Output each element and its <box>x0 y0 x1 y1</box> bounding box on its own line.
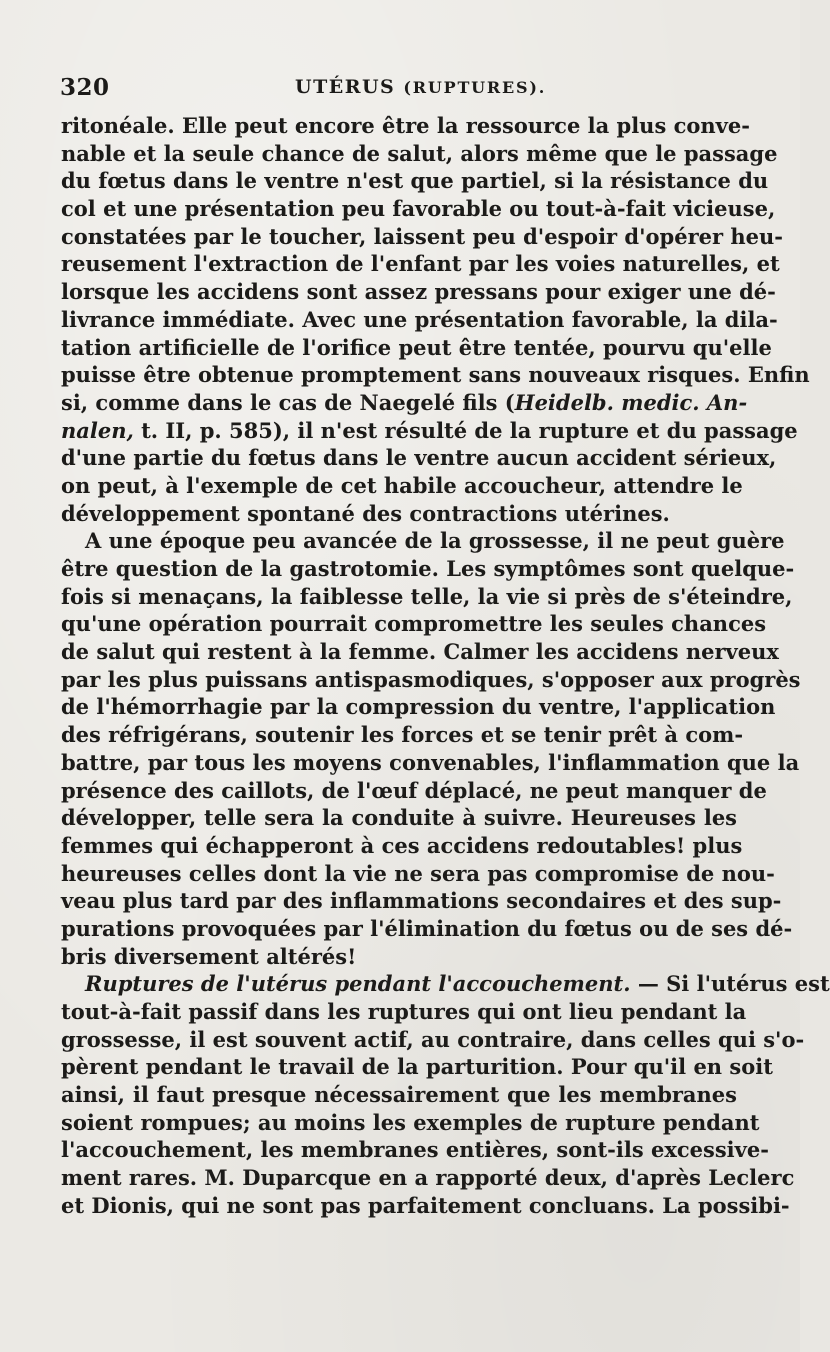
text-line: ritonéale. Elle peut encore être la ressource la plus conve- <box>61 113 750 138</box>
text-line: veau plus tard par des inflammations secondaires et des sup- <box>61 888 782 914</box>
section-heading-italic: Ruptures de l'utérus pendant l'accouchement. <box>85 971 631 997</box>
text-line: constatées par le toucher, laissent peu d'espoir d'opérer heu- <box>61 223 783 249</box>
text-line: qu'une opération pourrait compromettre les seules chances <box>61 611 767 637</box>
text-line-with-citation <box>61 389 748 417</box>
text-line: par les plus puissans antispasmodiques, s'opposer aux progrès <box>61 666 801 692</box>
running-title <box>295 76 546 98</box>
text-line: nable et la seule chance de salut, alors même que le passage <box>61 140 778 166</box>
text-line: et Dionis, qui ne sont pas parfaitement concluans. La possibi- <box>61 1192 790 1218</box>
text-line: présence des caillots, de l'œuf déplacé, ne peut manquer de <box>61 777 767 803</box>
text-line: développement spontané des contractions utérines. <box>61 500 670 526</box>
text-line: être question de la gastrotomie. Les symptômes sont quelque- <box>61 556 795 581</box>
text-fragment: si, comme dans le cas de Naegelé fils ( <box>61 389 515 415</box>
text-line: pèrent pendant le travail de la parturition. Pour qu'il en soit <box>61 1054 773 1080</box>
text-line: tation artificielle de l'orifice peut être tentée, pourvu qu'elle <box>61 334 772 360</box>
text-line: lorsque les accidens sont assez pressans pour exiger une dé- <box>61 279 776 305</box>
text-line: puisse être obtenue promptement sans nouveaux risques. Enfin <box>61 362 810 388</box>
text-line: battre, par tous les moyens convenables, l'inflammation que la <box>61 749 800 775</box>
text-line: col et une présentation peu favorable ou tout-à-fait vicieuse, <box>61 196 776 222</box>
text-line: des réfrigérans, soutenir les forces et se tenir prêt à com- <box>61 722 744 748</box>
running-header <box>60 74 740 108</box>
text-line: soient rompues; au moins les exemples de rupture pendant <box>61 1109 760 1135</box>
text-line: livrance immédiate. Avec une présentation favorable, la dila- <box>61 306 778 332</box>
text-line: tout-à-fait passif dans les ruptures qui ont lieu pendant la <box>61 999 747 1024</box>
text-line: de salut qui restent à la femme. Calmer les accidens nerveux <box>61 639 779 665</box>
text-line: de l'hémorrhagie par la compression du ventre, l'application <box>61 694 776 720</box>
text-fragment: t. II, p. 585), il n'est résulté de la rupture et du passage <box>133 417 798 443</box>
body-text <box>61 112 830 1220</box>
text-line: on peut, à l'exemple de cet habile accoucheur, attendre le <box>61 472 743 498</box>
running-title-main: UTÉRUS <box>295 76 396 98</box>
text-fragment: — Si l'utérus est <box>630 971 830 997</box>
text-line: bris diversement altérés! <box>61 943 357 969</box>
text-line: purations provoquées par l'élimination du fœtus ou de ses dé- <box>61 915 793 941</box>
text-line: fois si menaçans, la faiblesse telle, la vie si près de s'éteindre, <box>61 583 793 609</box>
page-number: 320 <box>60 74 110 101</box>
text-line: femmes qui échapperont à ces accidens redoutables! plus <box>61 832 743 858</box>
text-line: du fœtus dans le ventre n'est que partiel, si la résistance du <box>61 168 769 194</box>
text-line-with-citation <box>61 417 798 445</box>
text-line: reusement l'extraction de l'enfant par les voies naturelles, et <box>61 251 780 277</box>
text-line: l'accouchement, les membranes entières, sont-ils excessive- <box>61 1137 769 1163</box>
citation-italic: nalen, <box>61 417 134 443</box>
running-title-sub: (RUPTURES). <box>403 78 547 97</box>
text-line: grossesse, il est souvent actif, au contraire, dans celles qui s'o- <box>61 1026 805 1052</box>
section-heading-line <box>61 970 830 998</box>
text-line: heureuses celles dont la vie ne sera pas compromise de nou- <box>61 860 775 886</box>
paragraph-start-line: A une époque peu avancée de la grossesse, il ne peut guère <box>85 528 785 554</box>
text-line: développer, telle sera la conduite à suivre. Heureuses les <box>61 805 737 831</box>
text-line: ainsi, il faut presque nécessairement que les membranes <box>61 1082 737 1108</box>
citation-italic: Heidelb. medic. An- <box>514 389 748 415</box>
text-line: d'une partie du fœtus dans le ventre aucun accident sérieux, <box>61 445 777 471</box>
text-line: ment rares. M. Duparcque en a rapporté deux, d'après Leclerc <box>61 1165 795 1191</box>
